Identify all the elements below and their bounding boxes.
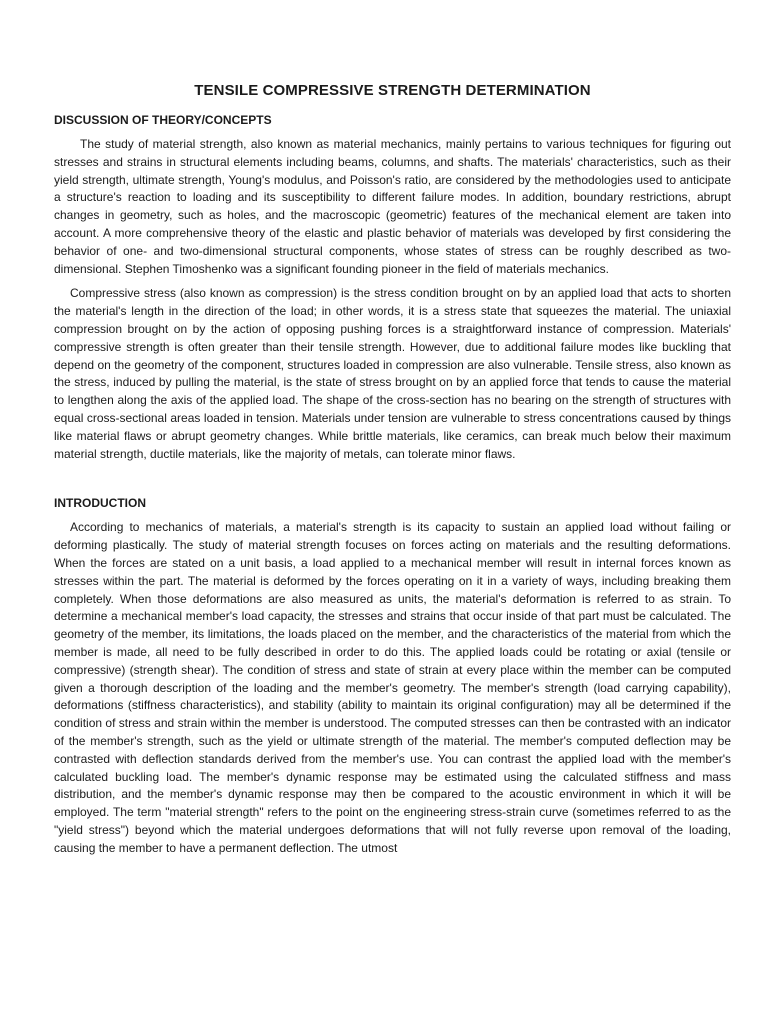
theory-paragraph-1: The study of material strength, also known as material mechanics, mainly pertains to various techniques for figuring out stresses and strains in structural elements including beams, columns, and shafts. The materials' characteristics, such as their yield strength, ultimate strength, Young's modulus, and Poisson's ratio, are considered by the methodologies used to anticipate a structure's reaction to loading and its susceptibility to different failure modes. In addition, boundary restrictions, abrupt changes in geometry, such as holes, and the macroscopic (geometric) features of the mechanical element are taken into account. A more comprehensive theory of the elastic and plastic behavior of materials was developed by first considering the behavior of one- and two-dimensional structural components, whose states of stress can be roughly described as two-dimensional. Stephen Timoshenko was a significant founding pioneer in the field of materials mechanics.: [54, 137, 731, 276]
introduction-paragraph-1: According to mechanics of materials, a material's strength is its capacity to sustain an applied load without failing or deforming plastically. The study of material strength focuses on forces acting on materials and the resulting deformations. When the forces are stated on a unit basis, a load applied to a mechanical member will result in internal forces known as stresses within the part. The material is deformed by the forces operating on it in a variety of ways, including breaking them completely. When those deformations are also measured as units, the material's deformation is referred to as strain. To determine a mechanical member's load capacity, the stresses and strains that occur inside of that part must be calculated. The geometry of the member, its limitations, the loads placed on the member, and the characteristics of the material from which the member is made, all need to be fully described in order to do this. The applied loads could be rotating or axial (tensile or compressive) (strength shear). The condition of stress and state of strain at every place within the member can be computed given a thorough description of the loading and the member's geometry. The member's strength (load carrying capability), deformations (stiffness characteristics), and stability (ability to maintain its original configuration) may all be determined if the condition of stress and strain within the member is understood. The computed stresses can then be contrasted with an indicator of the member's strength, such as the yield or ultimate strength of the material. The member's computed deflection may be contrasted with deflection standards derived from the member's use. You can contrast the applied load with the member's calculated buckling load. The member's dynamic response may be estimated using the calculated stiffness and mass distribution, and the member's dynamic response may then be compared to the acoustic environment in which it will be employed. The term "material strength" refers to the point on the engineering stress-strain curve (sometimes referred to as the "yield stress") beyond which the material undergoes deformations that will not fully reverse upon removal of the loading, causing the member to have a permanent deflection. The utmost: [54, 520, 731, 855]
theory-paragraph-2: Compressive stress (also known as compression) is the stress condition brought on by an applied load that acts to shorten the material's length in the direction of the load; in other words, it is a stress state that squeezes the material. The uniaxial compression brought on by the action of opposing pushing forces is a straightforward instance of compression. Materials' compressive strength is often greater than their tensile strength. However, due to additional failure modes like buckling that depend on the geometry of the component, structures loaded in compression are also vulnerable. Tensile stress, also known as the stress, induced by pulling the material, is the state of stress brought on by an applied force that tends to cause the material to lengthen along the axis of the applied load. The shape of the cross-section has no bearing on the strength of structures with equal cross-sectional areas loaded in tension. Materials under tension are vulnerable to stress concentrations caused by things like material flaws or abrupt geometry changes. While brittle materials, like ceramics, can break much below their maximum material strength, ductile materials, like the majority of metals, can tolerate minor flaws.: [54, 286, 731, 461]
section-heading-theory: DISCUSSION OF THEORY/CONCEPTS: [54, 113, 272, 127]
section-spacer: [54, 470, 731, 496]
section-heading-introduction: INTRODUCTION: [54, 496, 146, 511]
document-page: [54, 78, 731, 864]
document-title: TENSILE COMPRESSIVE STRENGTH DETERMINATION: [194, 82, 591, 99]
